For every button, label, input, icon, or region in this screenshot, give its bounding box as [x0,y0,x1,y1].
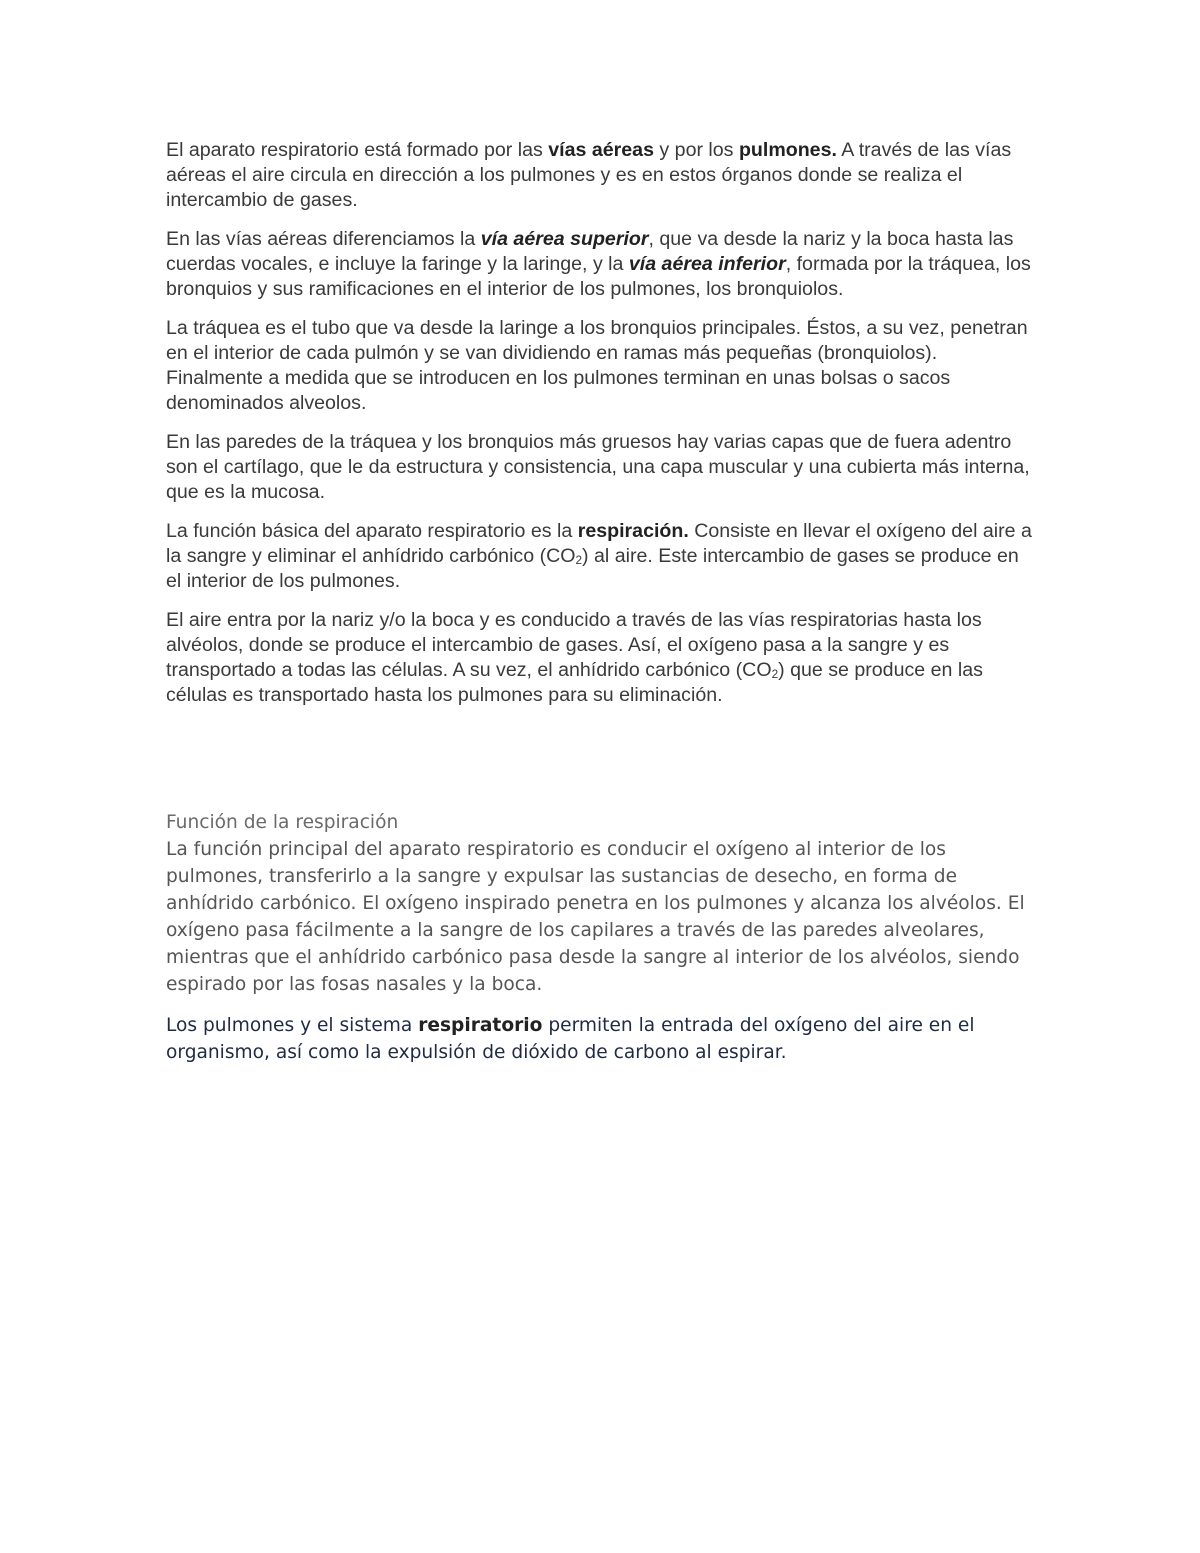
text-run: Los pulmones y el sistema [166,1015,419,1036]
paragraph-lungs-system [166,1012,1034,1066]
text-run: El aparato respiratorio está formado por las [166,139,549,161]
bold-term-respiratorio: respiratorio [418,1015,543,1036]
text-run: , formada por la tráquea, los bronquios y sus ramificaciones en el interior de los pulmones, los bronquiolos. [166,253,1031,300]
paragraph-wall-layers: En las paredes de la tráquea y los bronquios más gruesos hay varias capas que de fuera adentro son el cartílago, que le da estructura y consistencia, una capa muscular y una cubierta más interna, que es la mucosa. [166,431,1030,503]
paragraph-airways-lungs [166,138,1034,213]
text-run: El aire entra por la nariz y/o la boca y es conducido a través de las vías respiratorias hasta los alvéolos, donde se produce el intercambio de gases. Así, el oxígeno pasa a la sangre y es transportado a todas las células. A su vez, el anhídrido carbónico (CO [166,609,982,681]
section-heading: Función de la respiración [166,812,399,833]
text-run: ) al aire. Este intercambio de gases se produce en el interior de los pulmones. [166,545,1019,592]
bold-term-pulmones: pulmones. [738,139,837,161]
paragraph-air-path [166,608,1034,708]
text-run: permiten la entrada del oxígeno del aire en el organismo, así como la expulsión de dióxido de carbono al espirar. [166,1015,975,1063]
respiratory-system-section [166,138,1034,722]
text-run: y por los [653,139,739,161]
text-run: ) que se produce en las células es transportado hasta los pulmones para su eliminación. [166,659,983,706]
text-run: La función básica del aparato respiratorio es la [166,520,578,542]
bold-italic-term-upper-airway: vía aérea superior [480,228,649,250]
paragraph-basic-function [166,519,1034,594]
paragraph-trachea: La tráquea es el tubo que va desde la laringe a los bronquios principales. Éstos, a su vez, penetran en el interior de cada pulmón y se van dividiendo en ramas más pequeñas (bronquiolos). Finalmente a medida que se introducen en los pulmones terminan en unas bolsas o sacos denominados alveolos. [166,317,1028,414]
subscript-2: 2 [575,553,583,567]
bold-italic-term-lower-airway: vía aérea inferior [628,253,786,275]
text-run: A través de las vías aéreas el aire circula en dirección a los pulmones y es en estos órganos donde se realiza el intercambio de gases. [166,139,1012,211]
text-run: Consiste en llevar el oxígeno del aire a la sangre y eliminar el anhídrido carbónico (CO [166,520,1032,567]
bold-term-respiracion: respiración. [577,520,689,542]
paragraph-main-function: La función principal del aparato respiratorio es conducir el oxígeno al interior de los pulmones, transferirlo a la sangre y expulsar las sustancias de desecho, en forma de anhídrido carbónico. El oxígeno inspirado penetra en los pulmones y alcanza los alvéolos. El oxígeno pasa fácilmente a la sangre de los capilares a través de las paredes alveolares, mientras que el anhídrido carbónico pasa desde la sangre al interior de los alvéolos, siendo espirado por las fosas nasales y la boca. [166,839,1025,995]
text-run: En las vías aéreas diferenciamos la [166,228,481,250]
subscript-2: 2 [771,667,779,681]
paragraph-upper-lower-airway [166,227,1034,302]
text-run: , que va desde la nariz y la boca hasta las cuerdas vocales, e incluye la faringe y la laringe, y la [166,228,1014,275]
bold-term-vias-aereas: vías aéreas [548,139,654,161]
respiration-function-section [166,809,1034,1066]
